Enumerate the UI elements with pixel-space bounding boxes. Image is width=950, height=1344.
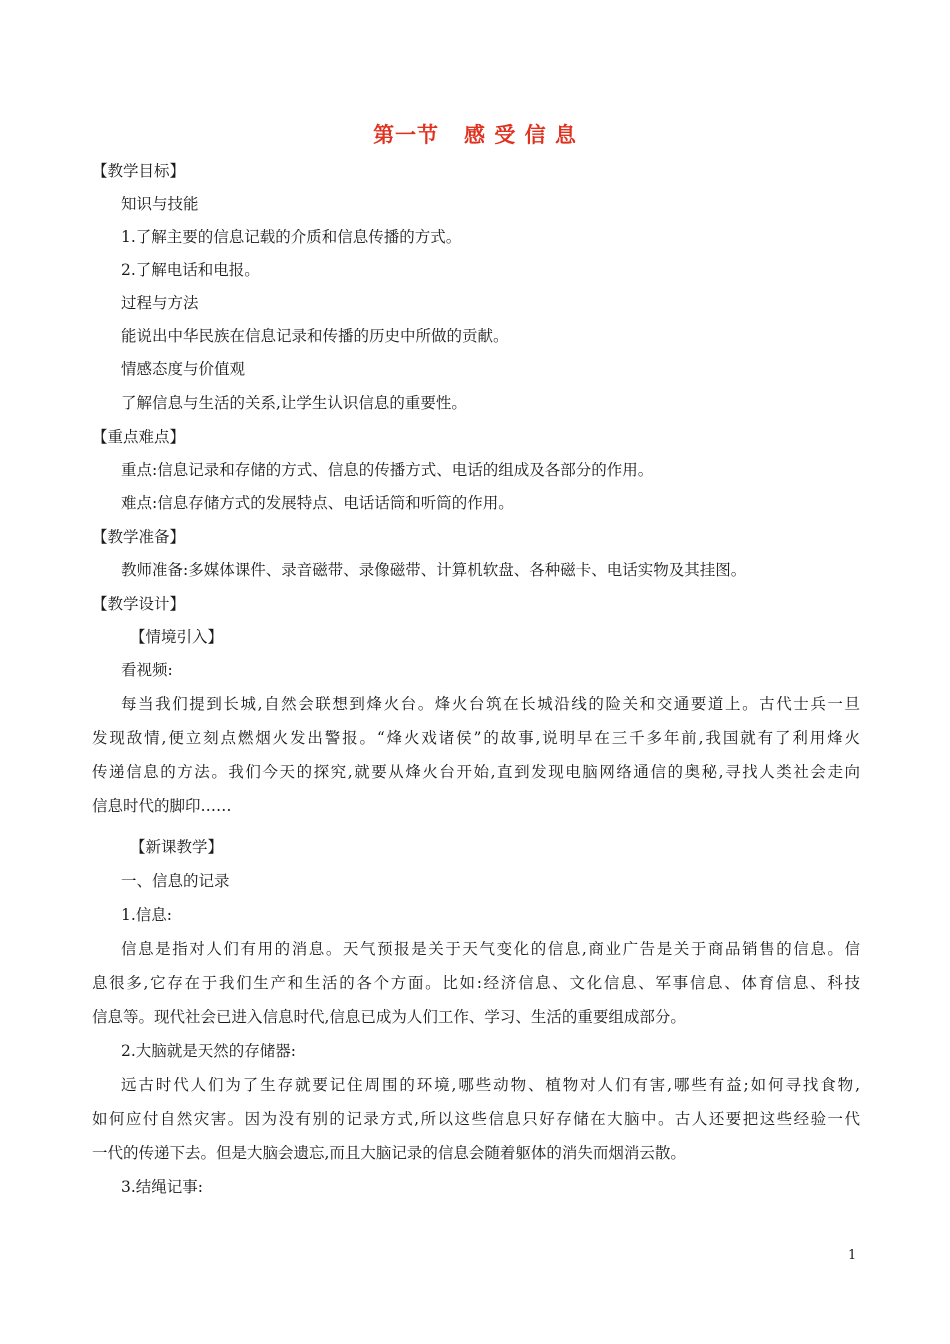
subheading-process-method: 过程与方法 xyxy=(121,294,199,312)
goal-item-2: 2.了解电话和电报。 xyxy=(121,261,260,279)
preparation-text: 教师准备:多媒体课件、录音磁带、录像磁带、计算机软盘、各种磁卡、电话实物及其挂图。 xyxy=(121,561,747,579)
process-text: 能说出中华民族在信息记录和传播的历史中所做的贡献。 xyxy=(121,327,509,345)
paragraph-info-line-3: 信息等。现代社会已进入信息时代,信息已成为人们工作、学习、生活的重要组成部分。 xyxy=(92,1008,686,1026)
item-info: 1.信息: xyxy=(121,906,173,924)
paragraph-beacon-line-4: 信息时代的脚印…… xyxy=(92,797,232,815)
page-number: 1 xyxy=(848,1248,857,1263)
paragraph-brain-line-3: 一代的传递下去。但是大脑会遗忘,而且大脑记录的信息会随着躯体的消失而烟消云散。 xyxy=(92,1144,686,1162)
paragraph-beacon-line-2: 发现敌情,便立刻点燃烟火发出警报。“烽火戏诸侯”的故事,说明早在三千多年前,我国就有了利用烽火 xyxy=(92,729,860,747)
heading-preparation: 【教学准备】 xyxy=(92,528,186,546)
key-point-text: 重点:信息记录和存储的方式、信息的传播方式、电话的组成及各部分的作用。 xyxy=(121,461,654,479)
watch-video-text: 看视频: xyxy=(121,661,173,679)
subheading-attitude-values: 情感态度与价值观 xyxy=(121,360,246,378)
item-brain-storage: 2.大脑就是天然的存储器: xyxy=(121,1042,297,1060)
paragraph-beacon-line-3: 传递信息的方法。我们今天的探究,就要从烽火台开始,直到发现电脑网络通信的奥秘,寻找人类社会走向 xyxy=(92,763,860,781)
heading-scenario-intro: 【情境引入】 xyxy=(130,628,224,646)
subheading-info-record: 一、信息的记录 xyxy=(121,872,230,890)
paragraph-beacon-line-1: 每当我们提到长城,自然会联想到烽火台。烽火台筑在长城沿线的险关和交通要道上。古代士兵一旦 xyxy=(121,695,860,713)
paragraph-info-line-1: 信息是指对人们有用的消息。天气预报是关于天气变化的信息,商业广告是关于商品销售的信息。信 xyxy=(121,940,860,958)
subheading-knowledge-skills: 知识与技能 xyxy=(121,195,199,213)
heading-teaching-goals: 【教学目标】 xyxy=(92,162,186,180)
goal-item-1: 1.了解主要的信息记载的介质和信息传播的方式。 xyxy=(121,228,462,246)
item-knot-record: 3.结绳记事: xyxy=(121,1178,204,1196)
section-title: 第一节 感 受 信 息 xyxy=(373,122,577,147)
heading-design: 【教学设计】 xyxy=(92,595,186,613)
heading-key-points: 【重点难点】 xyxy=(92,428,186,446)
paragraph-info-line-2: 息很多,它存在于我们生产和生活的各个方面。比如:经济信息、文化信息、军事信息、体育信息、科技 xyxy=(92,974,860,992)
paragraph-brain-line-2: 如何应付自然灾害。因为没有别的记录方式,所以这些信息只好存储在大脑中。古人还要把这些经验一代 xyxy=(92,1110,860,1128)
heading-new-lesson: 【新课教学】 xyxy=(130,838,224,856)
paragraph-brain-line-1: 远古时代人们为了生存就要记住周围的环境,哪些动物、植物对人们有害,哪些有益;如何寻找食物, xyxy=(121,1076,860,1094)
attitude-text: 了解信息与生活的关系,让学生认识信息的重要性。 xyxy=(121,394,467,412)
difficult-point-text: 难点:信息存储方式的发展特点、电话话筒和听筒的作用。 xyxy=(121,494,514,512)
